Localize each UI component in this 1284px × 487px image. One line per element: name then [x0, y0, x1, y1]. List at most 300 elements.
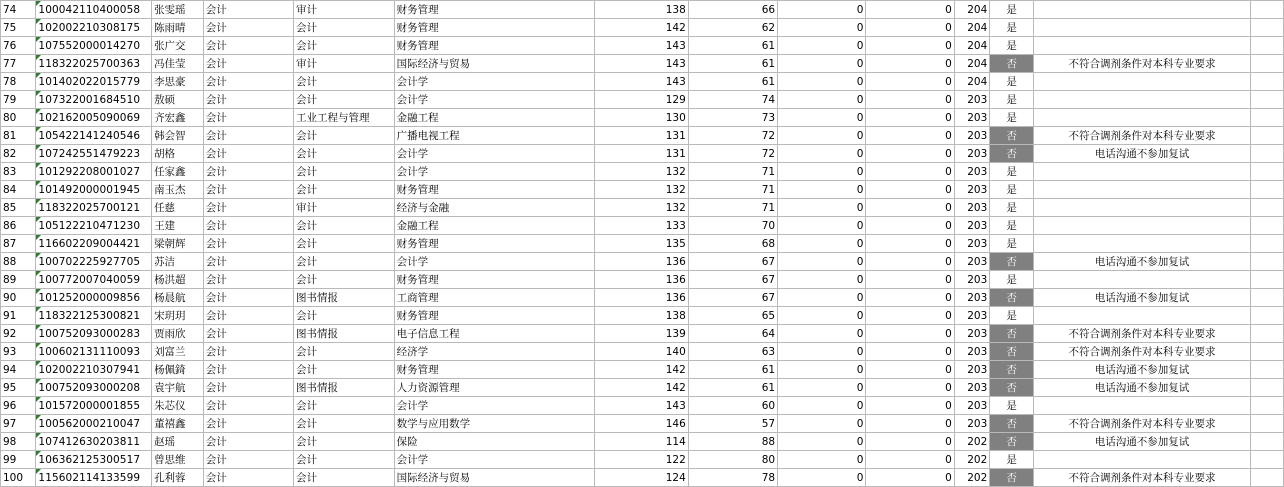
applied-major-cell[interactable]: 会计 [294, 343, 395, 361]
total-score-cell[interactable]: 203 [954, 235, 989, 253]
score3-cell[interactable]: 0 [778, 127, 866, 145]
name-cell[interactable]: 赵瑶 [152, 433, 204, 451]
exam-id-cell[interactable] [36, 91, 152, 109]
score4-cell[interactable]: 0 [866, 217, 954, 235]
result-cell[interactable]: 否 [990, 55, 1034, 73]
empty-cell[interactable] [1251, 1, 1284, 19]
applied-major-cell[interactable]: 审计 [294, 55, 395, 73]
score1-cell[interactable]: 131 [595, 127, 689, 145]
result-cell[interactable]: 否 [990, 433, 1034, 451]
applied-major-cell[interactable]: 会计 [294, 235, 395, 253]
target-major-cell[interactable]: 会计 [203, 37, 293, 55]
undergrad-major-cell[interactable]: 财务管理 [394, 361, 595, 379]
applied-major-cell[interactable]: 会计 [294, 397, 395, 415]
note-cell[interactable] [1033, 451, 1250, 469]
score1-cell[interactable]: 138 [595, 307, 689, 325]
note-cell[interactable] [1033, 307, 1250, 325]
undergrad-major-cell[interactable]: 数学与应用数学 [394, 415, 595, 433]
score3-cell[interactable]: 0 [778, 343, 866, 361]
target-major-cell[interactable]: 会计 [203, 217, 293, 235]
target-major-cell[interactable]: 会计 [203, 19, 293, 37]
empty-cell[interactable] [1251, 181, 1284, 199]
score3-cell[interactable]: 0 [778, 145, 866, 163]
exam-id-cell[interactable] [36, 271, 152, 289]
total-score-cell[interactable]: 203 [954, 343, 989, 361]
target-major-cell[interactable]: 会计 [203, 181, 293, 199]
note-cell[interactable]: 电话沟通不参加复试 [1033, 433, 1250, 451]
target-major-cell[interactable]: 会计 [203, 397, 293, 415]
empty-cell[interactable] [1251, 307, 1284, 325]
target-major-cell[interactable]: 会计 [203, 307, 293, 325]
row-number[interactable]: 100 [1, 469, 36, 487]
empty-cell[interactable] [1251, 19, 1284, 37]
empty-cell[interactable] [1251, 199, 1284, 217]
name-cell[interactable]: 杨晨航 [152, 289, 204, 307]
undergrad-major-cell[interactable]: 金融工程 [394, 109, 595, 127]
score3-cell[interactable]: 0 [778, 19, 866, 37]
row-number[interactable]: 86 [1, 217, 36, 235]
note-cell[interactable]: 电话沟通不参加复试 [1033, 379, 1250, 397]
score4-cell[interactable]: 0 [866, 397, 954, 415]
score2-cell[interactable]: 71 [688, 181, 777, 199]
name-cell[interactable]: 南玉杰 [152, 181, 204, 199]
score4-cell[interactable]: 0 [866, 415, 954, 433]
score1-cell[interactable]: 129 [595, 91, 689, 109]
score1-cell[interactable]: 142 [595, 379, 689, 397]
score4-cell[interactable]: 0 [866, 361, 954, 379]
result-cell[interactable]: 是 [990, 163, 1034, 181]
score1-cell[interactable]: 132 [595, 163, 689, 181]
exam-id-cell[interactable] [36, 199, 152, 217]
empty-cell[interactable] [1251, 253, 1284, 271]
score2-cell[interactable]: 63 [688, 343, 777, 361]
total-score-cell[interactable]: 203 [954, 415, 989, 433]
score1-cell[interactable]: 131 [595, 145, 689, 163]
undergrad-major-cell[interactable]: 经济学 [394, 343, 595, 361]
applied-major-cell[interactable]: 会计 [294, 217, 395, 235]
note-cell[interactable] [1033, 73, 1250, 91]
note-cell[interactable] [1033, 397, 1250, 415]
undergrad-major-cell[interactable]: 工商管理 [394, 289, 595, 307]
target-major-cell[interactable]: 会计 [203, 235, 293, 253]
undergrad-major-cell[interactable]: 广播电视工程 [394, 127, 595, 145]
row-number[interactable]: 77 [1, 55, 36, 73]
score3-cell[interactable]: 0 [778, 361, 866, 379]
result-cell[interactable]: 是 [990, 199, 1034, 217]
exam-id-cell[interactable] [36, 37, 152, 55]
result-cell[interactable]: 否 [990, 325, 1034, 343]
score3-cell[interactable]: 0 [778, 433, 866, 451]
row-number[interactable]: 93 [1, 343, 36, 361]
name-cell[interactable]: 韩会智 [152, 127, 204, 145]
score1-cell[interactable]: 142 [595, 19, 689, 37]
exam-id-cell[interactable] [36, 19, 152, 37]
score2-cell[interactable]: 64 [688, 325, 777, 343]
score1-cell[interactable]: 132 [595, 181, 689, 199]
score4-cell[interactable]: 0 [866, 235, 954, 253]
note-cell[interactable]: 电话沟通不参加复试 [1033, 253, 1250, 271]
score3-cell[interactable]: 0 [778, 307, 866, 325]
empty-cell[interactable] [1251, 397, 1284, 415]
result-cell[interactable]: 否 [990, 253, 1034, 271]
score3-cell[interactable]: 0 [778, 235, 866, 253]
note-cell[interactable] [1033, 235, 1250, 253]
total-score-cell[interactable]: 204 [954, 1, 989, 19]
name-cell[interactable]: 宋玥玥 [152, 307, 204, 325]
score3-cell[interactable]: 0 [778, 73, 866, 91]
undergrad-major-cell[interactable]: 会计学 [394, 163, 595, 181]
applied-major-cell[interactable]: 审计 [294, 199, 395, 217]
total-score-cell[interactable]: 203 [954, 253, 989, 271]
name-cell[interactable]: 齐宏鑫 [152, 109, 204, 127]
score4-cell[interactable]: 0 [866, 55, 954, 73]
applied-major-cell[interactable]: 图书情报 [294, 289, 395, 307]
score3-cell[interactable]: 0 [778, 37, 866, 55]
undergrad-major-cell[interactable]: 财务管理 [394, 235, 595, 253]
exam-id-cell[interactable] [36, 163, 152, 181]
score2-cell[interactable]: 61 [688, 361, 777, 379]
target-major-cell[interactable]: 会计 [203, 127, 293, 145]
note-cell[interactable] [1033, 217, 1250, 235]
note-cell[interactable]: 不符合调剂条件对本科专业要求 [1033, 343, 1250, 361]
note-cell[interactable]: 不符合调剂条件对本科专业要求 [1033, 55, 1250, 73]
undergrad-major-cell[interactable]: 财务管理 [394, 307, 595, 325]
score3-cell[interactable]: 0 [778, 415, 866, 433]
score4-cell[interactable]: 0 [866, 163, 954, 181]
result-cell[interactable]: 否 [990, 289, 1034, 307]
empty-cell[interactable] [1251, 433, 1284, 451]
target-major-cell[interactable]: 会计 [203, 469, 293, 487]
applied-major-cell[interactable]: 会计 [294, 37, 395, 55]
result-cell[interactable]: 否 [990, 145, 1034, 163]
score4-cell[interactable]: 0 [866, 271, 954, 289]
empty-cell[interactable] [1251, 145, 1284, 163]
result-cell[interactable]: 是 [990, 271, 1034, 289]
score2-cell[interactable]: 67 [688, 271, 777, 289]
total-score-cell[interactable]: 203 [954, 361, 989, 379]
row-number[interactable]: 98 [1, 433, 36, 451]
score3-cell[interactable]: 0 [778, 163, 866, 181]
score2-cell[interactable]: 71 [688, 163, 777, 181]
score2-cell[interactable]: 68 [688, 235, 777, 253]
result-cell[interactable]: 是 [990, 73, 1034, 91]
exam-id-cell[interactable] [36, 145, 152, 163]
target-major-cell[interactable]: 会计 [203, 109, 293, 127]
empty-cell[interactable] [1251, 235, 1284, 253]
result-cell[interactable]: 是 [990, 451, 1034, 469]
empty-cell[interactable] [1251, 343, 1284, 361]
result-cell[interactable]: 是 [990, 217, 1034, 235]
score4-cell[interactable]: 0 [866, 91, 954, 109]
row-number[interactable]: 83 [1, 163, 36, 181]
score3-cell[interactable]: 0 [778, 253, 866, 271]
score4-cell[interactable]: 0 [866, 19, 954, 37]
exam-id-cell[interactable] [36, 217, 152, 235]
total-score-cell[interactable]: 203 [954, 397, 989, 415]
score4-cell[interactable]: 0 [866, 181, 954, 199]
total-score-cell[interactable]: 202 [954, 451, 989, 469]
name-cell[interactable]: 贾雨欣 [152, 325, 204, 343]
result-cell[interactable]: 是 [990, 109, 1034, 127]
target-major-cell[interactable]: 会计 [203, 145, 293, 163]
empty-cell[interactable] [1251, 379, 1284, 397]
score2-cell[interactable]: 65 [688, 307, 777, 325]
name-cell[interactable]: 曾思维 [152, 451, 204, 469]
empty-cell[interactable] [1251, 361, 1284, 379]
score3-cell[interactable]: 0 [778, 289, 866, 307]
score1-cell[interactable]: 114 [595, 433, 689, 451]
total-score-cell[interactable]: 203 [954, 127, 989, 145]
target-major-cell[interactable]: 会计 [203, 163, 293, 181]
total-score-cell[interactable]: 203 [954, 199, 989, 217]
total-score-cell[interactable]: 202 [954, 433, 989, 451]
name-cell[interactable]: 陈雨晴 [152, 19, 204, 37]
total-score-cell[interactable]: 204 [954, 19, 989, 37]
note-cell[interactable]: 电话沟通不参加复试 [1033, 145, 1250, 163]
result-cell[interactable]: 是 [990, 397, 1034, 415]
exam-id-cell[interactable] [36, 235, 152, 253]
score3-cell[interactable]: 0 [778, 397, 866, 415]
undergrad-major-cell[interactable]: 会计学 [394, 91, 595, 109]
result-cell[interactable]: 否 [990, 361, 1034, 379]
empty-cell[interactable] [1251, 91, 1284, 109]
undergrad-major-cell[interactable]: 会计学 [394, 451, 595, 469]
score4-cell[interactable]: 0 [866, 289, 954, 307]
target-major-cell[interactable]: 会计 [203, 73, 293, 91]
applied-major-cell[interactable]: 会计 [294, 307, 395, 325]
empty-cell[interactable] [1251, 55, 1284, 73]
name-cell[interactable]: 苏洁 [152, 253, 204, 271]
result-cell[interactable]: 否 [990, 415, 1034, 433]
score4-cell[interactable]: 0 [866, 469, 954, 487]
undergrad-major-cell[interactable]: 国际经济与贸易 [394, 55, 595, 73]
row-number[interactable]: 79 [1, 91, 36, 109]
name-cell[interactable]: 刘富兰 [152, 343, 204, 361]
row-number[interactable]: 89 [1, 271, 36, 289]
exam-id-cell[interactable] [36, 415, 152, 433]
note-cell[interactable] [1033, 19, 1250, 37]
score2-cell[interactable]: 61 [688, 379, 777, 397]
applied-major-cell[interactable]: 会计 [294, 163, 395, 181]
score4-cell[interactable]: 0 [866, 199, 954, 217]
note-cell[interactable] [1033, 37, 1250, 55]
applied-major-cell[interactable]: 会计 [294, 253, 395, 271]
row-number[interactable]: 76 [1, 37, 36, 55]
score4-cell[interactable]: 0 [866, 379, 954, 397]
undergrad-major-cell[interactable]: 经济与金融 [394, 199, 595, 217]
exam-id-cell[interactable] [36, 181, 152, 199]
row-number[interactable]: 90 [1, 289, 36, 307]
row-number[interactable]: 74 [1, 1, 36, 19]
score2-cell[interactable]: 80 [688, 451, 777, 469]
score1-cell[interactable]: 136 [595, 253, 689, 271]
exam-id-cell[interactable] [36, 289, 152, 307]
name-cell[interactable]: 任慈 [152, 199, 204, 217]
empty-cell[interactable] [1251, 109, 1284, 127]
total-score-cell[interactable]: 203 [954, 163, 989, 181]
empty-cell[interactable] [1251, 217, 1284, 235]
score2-cell[interactable]: 88 [688, 433, 777, 451]
applied-major-cell[interactable]: 工业工程与管理 [294, 109, 395, 127]
total-score-cell[interactable]: 203 [954, 217, 989, 235]
empty-cell[interactable] [1251, 37, 1284, 55]
score1-cell[interactable]: 142 [595, 361, 689, 379]
score3-cell[interactable]: 0 [778, 325, 866, 343]
name-cell[interactable]: 朱芯仪 [152, 397, 204, 415]
score1-cell[interactable]: 143 [595, 37, 689, 55]
result-cell[interactable]: 是 [990, 235, 1034, 253]
score1-cell[interactable]: 133 [595, 217, 689, 235]
score3-cell[interactable]: 0 [778, 1, 866, 19]
total-score-cell[interactable]: 203 [954, 181, 989, 199]
exam-id-cell[interactable] [36, 127, 152, 145]
note-cell[interactable] [1033, 109, 1250, 127]
empty-cell[interactable] [1251, 451, 1284, 469]
score4-cell[interactable]: 0 [866, 253, 954, 271]
note-cell[interactable]: 电话沟通不参加复试 [1033, 361, 1250, 379]
score2-cell[interactable]: 60 [688, 397, 777, 415]
row-number[interactable]: 99 [1, 451, 36, 469]
name-cell[interactable]: 张雯瑶 [152, 1, 204, 19]
row-number[interactable]: 81 [1, 127, 36, 145]
target-major-cell[interactable]: 会计 [203, 271, 293, 289]
total-score-cell[interactable]: 202 [954, 469, 989, 487]
empty-cell[interactable] [1251, 289, 1284, 307]
undergrad-major-cell[interactable]: 国际经济与贸易 [394, 469, 595, 487]
applied-major-cell[interactable]: 会计 [294, 469, 395, 487]
exam-id-cell[interactable] [36, 307, 152, 325]
score1-cell[interactable]: 139 [595, 325, 689, 343]
applied-major-cell[interactable]: 会计 [294, 181, 395, 199]
target-major-cell[interactable]: 会计 [203, 289, 293, 307]
row-number[interactable]: 96 [1, 397, 36, 415]
note-cell[interactable]: 不符合调剂条件对本科专业要求 [1033, 415, 1250, 433]
undergrad-major-cell[interactable]: 会计学 [394, 397, 595, 415]
total-score-cell[interactable]: 203 [954, 271, 989, 289]
applied-major-cell[interactable]: 会计 [294, 91, 395, 109]
name-cell[interactable]: 任家鑫 [152, 163, 204, 181]
undergrad-major-cell[interactable]: 电子信息工程 [394, 325, 595, 343]
applied-major-cell[interactable]: 图书情报 [294, 379, 395, 397]
score1-cell[interactable]: 122 [595, 451, 689, 469]
undergrad-major-cell[interactable]: 会计学 [394, 253, 595, 271]
empty-cell[interactable] [1251, 163, 1284, 181]
row-number[interactable]: 75 [1, 19, 36, 37]
undergrad-major-cell[interactable]: 保险 [394, 433, 595, 451]
exam-id-cell[interactable] [36, 253, 152, 271]
target-major-cell[interactable]: 会计 [203, 253, 293, 271]
row-number[interactable]: 80 [1, 109, 36, 127]
score3-cell[interactable]: 0 [778, 109, 866, 127]
score3-cell[interactable]: 0 [778, 199, 866, 217]
empty-cell[interactable] [1251, 73, 1284, 91]
exam-id-cell[interactable] [36, 451, 152, 469]
name-cell[interactable]: 袁宇航 [152, 379, 204, 397]
score1-cell[interactable]: 136 [595, 289, 689, 307]
name-cell[interactable]: 敖硕 [152, 91, 204, 109]
row-number[interactable]: 97 [1, 415, 36, 433]
row-number[interactable]: 78 [1, 73, 36, 91]
row-number[interactable]: 95 [1, 379, 36, 397]
score2-cell[interactable]: 71 [688, 199, 777, 217]
score1-cell[interactable]: 135 [595, 235, 689, 253]
result-cell[interactable]: 否 [990, 127, 1034, 145]
name-cell[interactable]: 杨洪超 [152, 271, 204, 289]
row-number[interactable]: 87 [1, 235, 36, 253]
score3-cell[interactable]: 0 [778, 55, 866, 73]
exam-id-cell[interactable] [36, 73, 152, 91]
score1-cell[interactable]: 146 [595, 415, 689, 433]
undergrad-major-cell[interactable]: 财务管理 [394, 181, 595, 199]
score3-cell[interactable]: 0 [778, 451, 866, 469]
score2-cell[interactable]: 61 [688, 73, 777, 91]
exam-id-cell[interactable] [36, 379, 152, 397]
result-cell[interactable]: 是 [990, 307, 1034, 325]
applied-major-cell[interactable]: 会计 [294, 361, 395, 379]
result-cell[interactable]: 是 [990, 19, 1034, 37]
score4-cell[interactable]: 0 [866, 325, 954, 343]
score2-cell[interactable]: 74 [688, 91, 777, 109]
target-major-cell[interactable]: 会计 [203, 379, 293, 397]
total-score-cell[interactable]: 203 [954, 325, 989, 343]
name-cell[interactable]: 孔利蓉 [152, 469, 204, 487]
applied-major-cell[interactable]: 会计 [294, 451, 395, 469]
empty-cell[interactable] [1251, 469, 1284, 487]
target-major-cell[interactable]: 会计 [203, 451, 293, 469]
note-cell[interactable] [1033, 199, 1250, 217]
score4-cell[interactable]: 0 [866, 37, 954, 55]
score3-cell[interactable]: 0 [778, 469, 866, 487]
result-cell[interactable]: 是 [990, 1, 1034, 19]
score2-cell[interactable]: 61 [688, 37, 777, 55]
score4-cell[interactable]: 0 [866, 127, 954, 145]
row-number[interactable]: 88 [1, 253, 36, 271]
score4-cell[interactable]: 0 [866, 343, 954, 361]
score2-cell[interactable]: 72 [688, 127, 777, 145]
note-cell[interactable] [1033, 91, 1250, 109]
empty-cell[interactable] [1251, 415, 1284, 433]
target-major-cell[interactable]: 会计 [203, 55, 293, 73]
row-number[interactable]: 92 [1, 325, 36, 343]
exam-id-cell[interactable] [36, 1, 152, 19]
empty-cell[interactable] [1251, 127, 1284, 145]
note-cell[interactable] [1033, 181, 1250, 199]
total-score-cell[interactable]: 203 [954, 145, 989, 163]
score1-cell[interactable]: 143 [595, 397, 689, 415]
score2-cell[interactable]: 62 [688, 19, 777, 37]
result-cell[interactable]: 是 [990, 91, 1034, 109]
undergrad-major-cell[interactable]: 金融工程 [394, 217, 595, 235]
applied-major-cell[interactable]: 会计 [294, 271, 395, 289]
score1-cell[interactable]: 143 [595, 55, 689, 73]
exam-id-cell[interactable] [36, 343, 152, 361]
target-major-cell[interactable]: 会计 [203, 343, 293, 361]
exam-id-cell[interactable] [36, 55, 152, 73]
exam-id-cell[interactable] [36, 109, 152, 127]
target-major-cell[interactable]: 会计 [203, 415, 293, 433]
row-number[interactable]: 85 [1, 199, 36, 217]
score1-cell[interactable]: 138 [595, 1, 689, 19]
applied-major-cell[interactable]: 图书情报 [294, 325, 395, 343]
score4-cell[interactable]: 0 [866, 73, 954, 91]
name-cell[interactable]: 胡格 [152, 145, 204, 163]
total-score-cell[interactable]: 203 [954, 91, 989, 109]
applied-major-cell[interactable]: 审计 [294, 1, 395, 19]
name-cell[interactable]: 王建 [152, 217, 204, 235]
row-number[interactable]: 94 [1, 361, 36, 379]
name-cell[interactable]: 梁朝辉 [152, 235, 204, 253]
target-major-cell[interactable]: 会计 [203, 433, 293, 451]
